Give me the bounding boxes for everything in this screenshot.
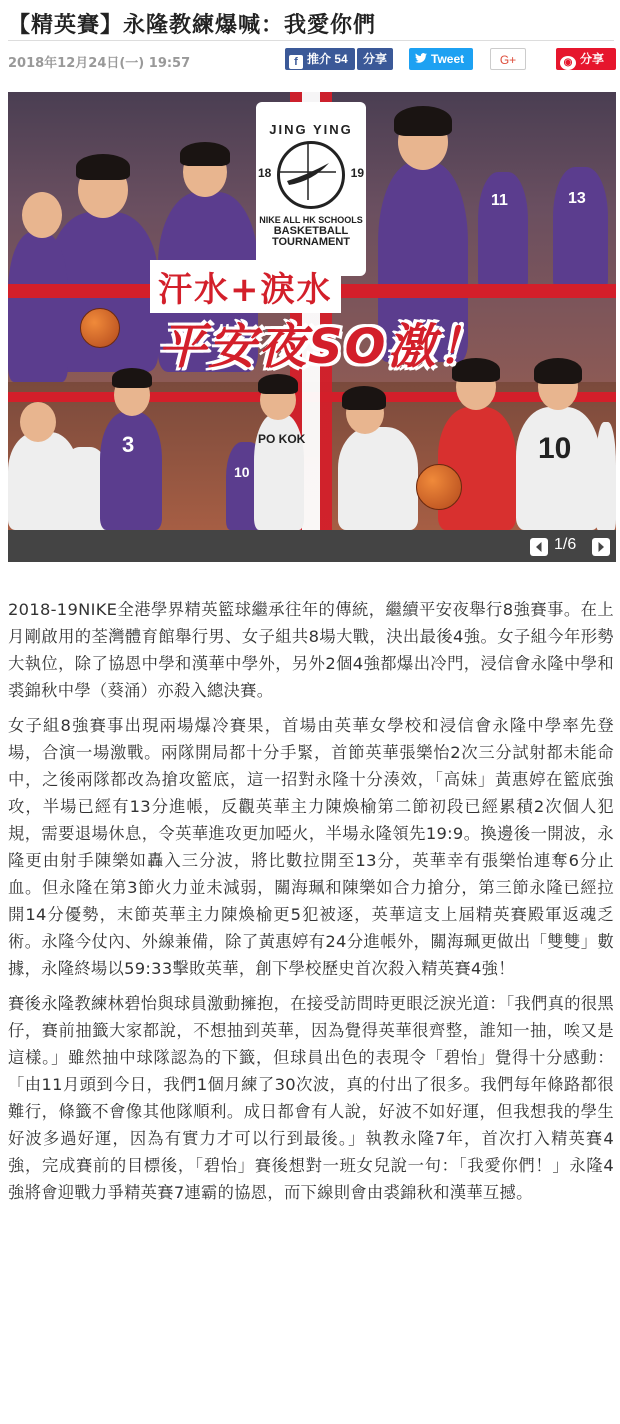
facebook-share-label: 分享 [362, 52, 387, 66]
tweet-label: Tweet [431, 52, 465, 66]
article-paragraph-2: 女子組8強賽事出現兩場爆冷賽果，首場由英華女學校和浸信會永隆中學率先登場，合演一場激戰。兩隊開局都十分手緊，首節英華張樂怡2次三分試射都未能命中，之後兩隊都改為搶攻籃底，這一招對永隆十分湊效，「高妹」黃惠婷在籃底強攻，半場已經有13分進帳，反觀英華主力陳煥榆第二節初段已經累積2次個人犯規，需要退場休息，令英華進攻更加啞火，半場永隆領先19:9。換邊後一開波，永隆更由射手陳樂如轟入三分波，將比數拉開至13分，英華幸有張樂怡連奪6分止血。但永隆在第3節火力並未減弱，關海珮和陳樂如合力搶分，第三節永隆已經拉開14分優勢，末節英華主力陳煥榆更5犯被逐，英華這支上屆精英賽殿軍返魂乏術。永隆今仗內、外線兼備，除了黃惠婷有24分進帳外，關海珮更做出「雙雙」數據，永隆終場以59:33擊敗英華，創下學校歷史首次殺入精英賽4強！ [8, 716, 614, 978]
photo-player-white-4 [338, 427, 418, 530]
logo-title: JING YING [269, 122, 353, 137]
jersey-number: 10 [234, 464, 250, 480]
photo-player-white-6 [596, 422, 616, 530]
image-slider[interactable] [8, 92, 616, 562]
photo-player-hair [112, 368, 152, 388]
google-plus-icon: G+ [499, 53, 517, 67]
photo-player-purple-6 [553, 167, 608, 292]
basketball-logo-icon [258, 141, 364, 209]
facebook-icon: f [289, 55, 303, 69]
facebook-like-label: 推介 54 [307, 52, 348, 66]
article-paragraph-3: 賽後永隆教練林碧怡與球員激動擁抱，在接受訪問時更眼泛淚光道：「我們真的很黑仔，賽前抽籤大家都說，不想抽到英華，因為覺得英華很齊整，誰知一抽，唉又是這樣。」雖然抽中球隊認為的下籤，但球員出色的表現令「碧怡」覺得十分感動：「由11月頭到今日，我們1個月練了30次波，真的付出了很多。我們每年條路都很難行，條籤不會像其他隊順利。成日都會有人說，好波不如好運，但我想我的學生好波多過好運，因為有實力才可以行到最後。」執教永隆7年，首次打入精英賽4強，完成賽前的目標後，「碧怡」賽後想對一班女兒說一句：「我愛你們！」永隆4強將會迎戰力爭精英賽7連霸的協恩，而下線則會由裘錦秋和漢華互撼。 [8, 994, 614, 1202]
facebook-share-button[interactable] [357, 48, 393, 70]
slider-photo [8, 92, 616, 530]
photo-player-purple-7 [100, 412, 162, 530]
title-divider [8, 40, 614, 41]
article-paragraph-1: 2018-19NIKE全港學界精英籃球繼承往年的傳統，繼續平安夜舉行8強賽事。在上月剛啟用的荃灣體育館舉行男、女子組共8場大戰，決出最後4強。女子組今年形勢大執位，除了協恩中學和漢華中學外，另外2個4強都爆出冷門，浸信會永隆中學和裘錦秋中學（葵涌）亦殺入總決賽。 [8, 600, 614, 700]
slider-prev-button[interactable] [530, 538, 548, 556]
photo-player-purple-5 [478, 172, 528, 292]
jersey-number: 13 [568, 190, 586, 207]
photo-player-hair [76, 154, 130, 180]
photo-player-hair [258, 374, 298, 394]
jersey-number: 3 [122, 432, 135, 457]
article-body [8, 596, 614, 1214]
slider-headline-2: 平安夜SO激！ [158, 319, 488, 375]
slider-headline-1: 汗水+淚水 [150, 260, 341, 313]
facebook-like-button[interactable] [285, 48, 355, 70]
jersey-number: 10 [538, 432, 572, 465]
jersey-team-name: PO KOK [258, 432, 306, 446]
weibo-share-label: 分享 [580, 52, 605, 66]
slider-next-button[interactable] [592, 538, 610, 556]
logo-year-right: 19 [350, 166, 364, 180]
photo-player-purple-3 [8, 232, 68, 382]
photo-player-hair [534, 358, 582, 384]
publish-date: 2018年12月24日(一) 19:57 [8, 56, 191, 71]
photo-player-hair [180, 142, 230, 166]
jersey-number: 11 [491, 192, 508, 209]
photo-player-hair [342, 386, 386, 410]
logo-subtitle-1: NIKE ALL HK SCHOOLS [259, 215, 363, 225]
slider-counter: 1/6 [554, 536, 577, 553]
logo-subtitle-2: BASKETBALL [273, 225, 349, 237]
logo-subtitle-3: TOURNAMENT [271, 236, 350, 248]
chevron-right-icon [592, 538, 610, 556]
tournament-logo [256, 102, 366, 276]
basketball [80, 308, 120, 348]
logo-year-left: 18 [258, 166, 272, 180]
twitter-bird-icon [415, 48, 427, 70]
basketball [416, 464, 462, 510]
article-title: 【精英賽】永隆教練爆喊：我愛你們 [8, 13, 377, 38]
slider-controls [8, 530, 616, 562]
photo-player-head [20, 402, 56, 442]
weibo-share-button[interactable] [556, 48, 616, 70]
tweet-button[interactable] [409, 48, 473, 70]
chevron-left-icon [530, 538, 548, 556]
photo-player-white-5 [516, 407, 600, 530]
weibo-icon: ◉ [560, 56, 576, 70]
google-plus-button[interactable] [490, 48, 526, 70]
photo-player-head [22, 192, 62, 238]
photo-player-hair [394, 106, 452, 136]
